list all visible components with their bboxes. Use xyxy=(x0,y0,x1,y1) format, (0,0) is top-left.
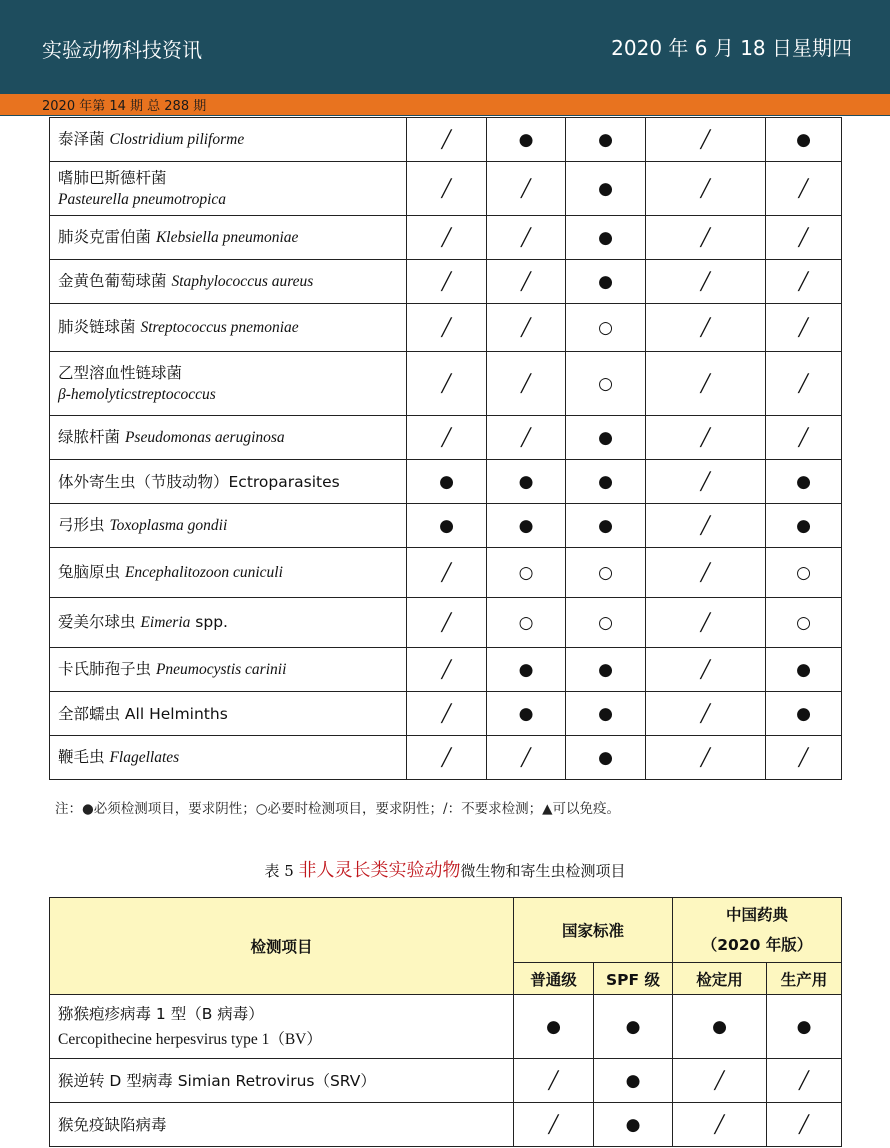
requirement-mark: ╱ xyxy=(646,504,766,548)
caption-prefix: 表 5 xyxy=(264,862,299,880)
requirement-mark: ● xyxy=(566,504,646,548)
table-row xyxy=(50,548,842,598)
requirement-mark: ╱ xyxy=(407,416,487,460)
requirement-mark: ● xyxy=(407,460,487,504)
table-row xyxy=(50,304,842,352)
pathogen-latin-name: Pseudomonas aeruginosa xyxy=(124,429,285,446)
requirement-mark: ╱ xyxy=(766,352,842,416)
requirement-mark: ╱ xyxy=(407,352,487,416)
table-note: 注：●必须检测项目，要求阴性；○必要时检测项目，要求阴性；/：不要求检测；▲可以免疫。 xyxy=(55,801,620,817)
pathogen-cn-name: 泰泽菌 xyxy=(58,130,110,148)
newsletter-title: 实验动物科技资讯 xyxy=(42,38,202,62)
requirement-mark: ╱ xyxy=(514,1103,594,1147)
requirement-mark: ╱ xyxy=(407,736,487,780)
requirement-mark: ● xyxy=(766,504,842,548)
header-col-spf: SPF 级 xyxy=(594,963,673,995)
table-row xyxy=(50,416,842,460)
requirement-mark: ╱ xyxy=(673,1103,767,1147)
pathogen-cn-name: 鞭毛虫 xyxy=(58,748,110,766)
page-header xyxy=(0,0,890,94)
requirement-mark: ╱ xyxy=(646,216,766,260)
test-item-cell xyxy=(50,1059,514,1103)
pathogen-name-cell xyxy=(50,118,407,162)
pathogen-cn-name: 卡氏肺孢子虫 xyxy=(58,660,156,678)
requirement-mark: ● xyxy=(566,648,646,692)
pathogen-latin-name: Staphylococcus aureus xyxy=(171,273,314,290)
requirement-mark: ╱ xyxy=(646,416,766,460)
pathogen-cn-name: 肺炎链球菌 xyxy=(58,318,141,336)
table-row xyxy=(50,1059,842,1103)
requirement-mark: ╱ xyxy=(766,216,842,260)
requirement-mark: ╱ xyxy=(767,1103,842,1147)
requirement-mark: ○ xyxy=(566,598,646,648)
requirement-mark: ╱ xyxy=(766,304,842,352)
pathogen-name-cell xyxy=(50,216,407,260)
requirement-mark: ╱ xyxy=(767,1059,842,1103)
requirement-mark: ● xyxy=(766,648,842,692)
pathogen-latin-name: Toxoplasma gondii xyxy=(109,517,228,534)
requirement-mark: ● xyxy=(566,162,646,216)
pathogen-name-cell xyxy=(50,260,407,304)
pathogen-latin-name: Clostridium piliforme xyxy=(109,131,245,148)
requirement-mark: ╱ xyxy=(514,1059,594,1103)
requirement-mark: ○ xyxy=(566,304,646,352)
pathogen-name-cell xyxy=(50,504,407,548)
test-item-cell xyxy=(50,1103,514,1147)
issue-number: 2020 年第 14 期 总 288 期 xyxy=(42,99,207,114)
header-item: 检测项目 xyxy=(50,898,514,995)
table-row xyxy=(50,118,842,162)
requirement-mark: ○ xyxy=(487,598,566,648)
requirement-mark: ╱ xyxy=(487,162,566,216)
table-row xyxy=(50,162,842,216)
issue-date: 2020 年 6 月 18 日星期四 xyxy=(611,36,852,60)
table-row xyxy=(50,216,842,260)
requirement-mark: ○ xyxy=(487,548,566,598)
requirement-mark: ╱ xyxy=(646,352,766,416)
requirement-mark: ○ xyxy=(766,598,842,648)
test-item-name: 猕猴疱疹病毒 1 型（B 病毒） xyxy=(58,1004,264,1023)
requirement-mark: ● xyxy=(673,995,767,1059)
pathogen-latin-name: Eimeria xyxy=(140,614,191,631)
requirement-mark: ╱ xyxy=(646,260,766,304)
requirement-mark: ○ xyxy=(566,352,646,416)
pathogen-cn-name: 嗜肺巴斯德杆菌 xyxy=(58,168,167,187)
pathogen-name-cell xyxy=(50,648,407,692)
requirement-mark: ╱ xyxy=(407,692,487,736)
requirement-mark: ╱ xyxy=(487,304,566,352)
requirement-mark: ╱ xyxy=(646,598,766,648)
requirement-mark: ╱ xyxy=(487,260,566,304)
requirement-mark: ● xyxy=(487,118,566,162)
table-caption xyxy=(0,856,890,882)
requirement-mark: ● xyxy=(766,692,842,736)
pathogen-table xyxy=(49,117,842,780)
requirement-mark: ● xyxy=(487,460,566,504)
requirement-mark: ╱ xyxy=(407,162,487,216)
pathogen-name-cell xyxy=(50,598,407,648)
test-item-cell xyxy=(50,995,514,1059)
requirement-mark: ● xyxy=(514,995,594,1059)
requirement-mark: ╱ xyxy=(766,260,842,304)
requirement-mark: ● xyxy=(766,118,842,162)
requirement-mark: ● xyxy=(594,1103,673,1147)
pathogen-latin-name: Streptococcus pnemoniae xyxy=(140,319,299,336)
table-row xyxy=(50,692,842,736)
requirement-mark: ● xyxy=(566,416,646,460)
requirement-mark: ● xyxy=(407,504,487,548)
caption-highlight: 非人灵长类实验动物 xyxy=(298,860,461,881)
requirement-mark: ╱ xyxy=(407,648,487,692)
pathogen-name-cell xyxy=(50,304,407,352)
pathogen-cn-name: 兔脑原虫 xyxy=(58,563,125,581)
test-item-name: 猴逆转 D 型病毒 Simian Retrovirus（SRV） xyxy=(58,1071,376,1090)
pathogen-cn-name: 爱美尔球虫 xyxy=(58,613,141,631)
requirement-mark: ╱ xyxy=(646,304,766,352)
requirement-mark: ╱ xyxy=(646,460,766,504)
requirement-mark: ● xyxy=(767,995,842,1059)
header-col-testing: 检定用 xyxy=(673,963,767,995)
requirement-mark: ● xyxy=(487,504,566,548)
requirement-mark: ● xyxy=(566,216,646,260)
pathogen-cn-name: 体外寄生虫（节肢动物）Ectroparasites xyxy=(58,472,340,491)
requirement-mark: ╱ xyxy=(766,736,842,780)
requirement-mark: ● xyxy=(566,260,646,304)
requirement-mark: ╱ xyxy=(646,118,766,162)
pathogen-latin-name: Klebsiella pneumoniae xyxy=(155,229,299,246)
requirement-mark: ╱ xyxy=(646,692,766,736)
requirement-mark: ● xyxy=(566,692,646,736)
table-row xyxy=(50,460,842,504)
requirement-mark: ╱ xyxy=(766,416,842,460)
pathogen-name-cell xyxy=(50,352,407,416)
primate-test-table xyxy=(49,897,842,1147)
requirement-mark: ╱ xyxy=(407,548,487,598)
table-row xyxy=(50,260,842,304)
pathogen-name-cell xyxy=(50,548,407,598)
pathogen-cn-name: 绿脓杆菌 xyxy=(58,428,125,446)
pathogen-cn-name: 弓形虫 xyxy=(58,516,110,534)
header-col-ordinary: 普通级 xyxy=(514,963,594,995)
requirement-mark: ○ xyxy=(766,548,842,598)
requirement-mark: ╱ xyxy=(407,118,487,162)
requirement-mark: ╱ xyxy=(407,304,487,352)
requirement-mark: ● xyxy=(487,648,566,692)
pathogen-name-cell xyxy=(50,162,407,216)
pathogen-name-suffix: spp. xyxy=(190,613,228,631)
requirement-mark: ● xyxy=(566,736,646,780)
pathogen-name-cell xyxy=(50,736,407,780)
requirement-mark: ● xyxy=(766,460,842,504)
table-row xyxy=(50,1103,842,1147)
requirement-mark: ╱ xyxy=(487,216,566,260)
pathogen-latin-name: Pasteurella pneumotropica xyxy=(58,190,227,208)
requirement-mark: ● xyxy=(566,460,646,504)
table-row xyxy=(50,995,842,1059)
requirement-mark: ╱ xyxy=(487,416,566,460)
pathogen-name-cell xyxy=(50,460,407,504)
pharmacopoeia-line2: （2020 年版） xyxy=(701,936,813,954)
pharmacopoeia-line1: 中国药典 xyxy=(726,906,789,924)
requirement-mark: ╱ xyxy=(487,736,566,780)
divider xyxy=(0,115,890,116)
requirement-mark: ╱ xyxy=(487,352,566,416)
pathogen-latin-name: Pneumocystis carinii xyxy=(155,661,287,678)
pathogen-cn-name: 全部蠕虫 All Helminths xyxy=(58,704,228,723)
requirement-mark: ╱ xyxy=(766,162,842,216)
header-col-production: 生产用 xyxy=(767,963,842,995)
header-pharmacopoeia xyxy=(673,898,842,963)
requirement-mark: ╱ xyxy=(407,260,487,304)
table-row xyxy=(50,598,842,648)
pathogen-latin-name: β-hemolyticstreptococcus xyxy=(58,385,216,403)
pathogen-name-cell xyxy=(50,692,407,736)
pathogen-cn-name: 肺炎克雷伯菌 xyxy=(58,228,156,246)
table-row xyxy=(50,736,842,780)
test-item-english-name: Cercopithecine herpesvirus type 1（BV） xyxy=(58,1030,322,1048)
requirement-mark: ● xyxy=(487,692,566,736)
header-national-standard: 国家标准 xyxy=(514,898,673,963)
requirement-mark: ╱ xyxy=(407,598,487,648)
requirement-mark: ● xyxy=(594,995,673,1059)
pathogen-latin-name: Encephalitozoon cuniculi xyxy=(124,564,283,581)
requirement-mark: ╱ xyxy=(646,548,766,598)
pathogen-name-cell xyxy=(50,416,407,460)
table-row xyxy=(50,648,842,692)
pathogen-cn-name: 乙型溶血性链球菌 xyxy=(58,363,183,382)
requirement-mark: ╱ xyxy=(646,162,766,216)
requirement-mark: ╱ xyxy=(673,1059,767,1103)
requirement-mark: ● xyxy=(594,1059,673,1103)
requirement-mark: ○ xyxy=(566,548,646,598)
requirement-mark: ╱ xyxy=(646,736,766,780)
test-item-name: 猴免疫缺陷病毒 xyxy=(58,1115,167,1134)
pathogen-latin-name: Flagellates xyxy=(109,749,180,766)
caption-suffix: 微生物和寄生虫检测项目 xyxy=(460,862,626,880)
table-row xyxy=(50,504,842,548)
requirement-mark: ╱ xyxy=(407,216,487,260)
pathogen-cn-name: 金黄色葡萄球菌 xyxy=(58,272,172,290)
requirement-mark: ● xyxy=(566,118,646,162)
issue-bar xyxy=(0,94,890,116)
requirement-mark: ╱ xyxy=(646,648,766,692)
table-row xyxy=(50,352,842,416)
